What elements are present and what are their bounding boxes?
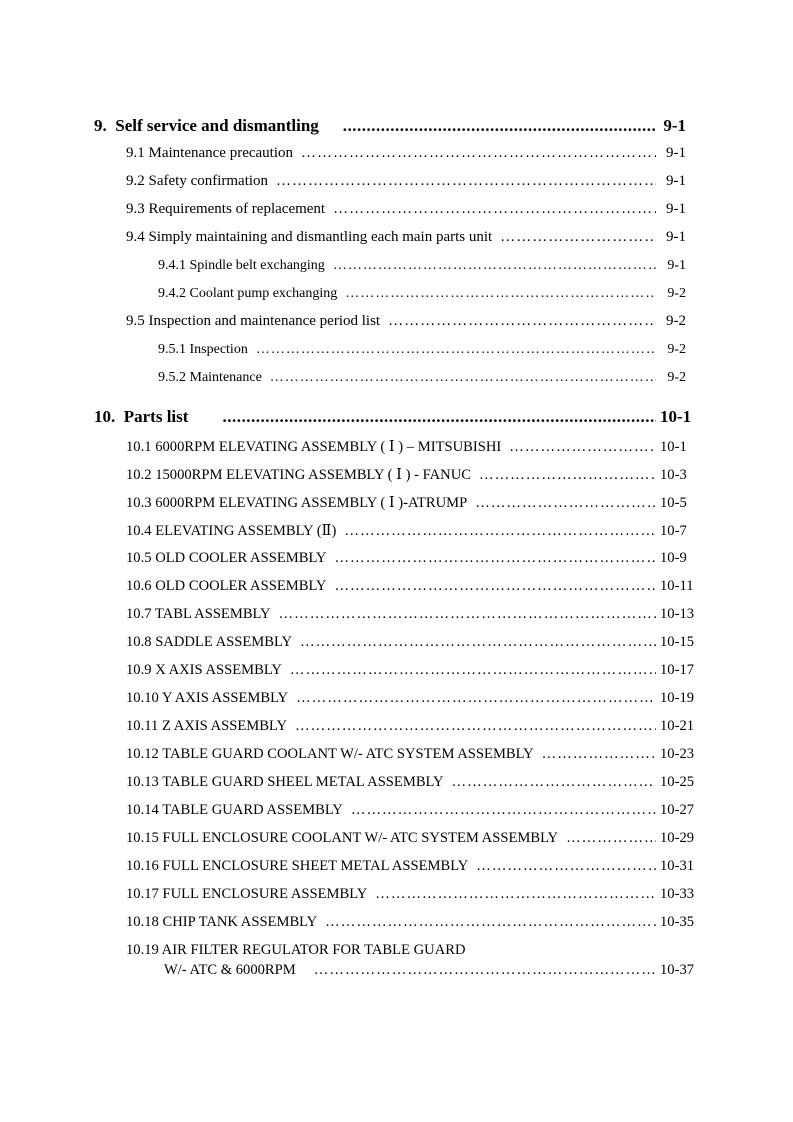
toc-entry[interactable] <box>126 802 695 819</box>
entry-title: 10.17 FULL ENCLOSURE ASSEMBLY <box>126 886 368 902</box>
entry-title: 10.10 Y AXIS ASSEMBLY <box>126 690 289 706</box>
toc-section-9[interactable] <box>94 116 686 136</box>
page-number: 9-1 <box>666 229 686 245</box>
page-number: 10-1 <box>660 407 692 426</box>
toc-entry[interactable] <box>126 914 695 931</box>
entry-title: 10.3 6000RPM ELEVATING ASSEMBLY ( Ⅰ )-ATRUMP <box>126 495 468 511</box>
entry-title: 10.14 TABLE GUARD ASSEMBLY <box>126 802 343 818</box>
entry-title: 10.12 TABLE GUARD COOLANT W/- ATC SYSTEM ASSEMBLY <box>126 746 534 762</box>
dot-leader <box>301 145 656 162</box>
dot-leader <box>222 407 656 427</box>
toc-entry[interactable] <box>126 145 686 162</box>
toc-entry-first-line[interactable]: 10.19 AIR FILTER REGULATOR FOR TABLE GUARD <box>126 942 466 958</box>
entry-title: 9.3 Requirements of replacement <box>126 201 326 217</box>
dot-leader <box>351 802 656 819</box>
entry-title: 9.4.1 Spindle belt exchanging <box>158 258 325 273</box>
page-number: 10-9 <box>660 550 687 566</box>
entry-title: 10.6 OLD COOLER ASSEMBLY <box>126 578 327 594</box>
dot-leader <box>476 858 656 875</box>
page-number: 9-1 <box>666 173 686 189</box>
page-number: 10-17 <box>660 662 695 678</box>
entry-title: 10.1 6000RPM ELEVATING ASSEMBLY ( Ⅰ ) – MITSUBISHI <box>126 439 502 455</box>
page-number: 10-29 <box>660 830 695 846</box>
page-number: 10-3 <box>660 467 687 483</box>
toc-entry[interactable] <box>126 774 695 791</box>
toc-entry[interactable] <box>126 830 695 847</box>
dot-leader <box>256 342 656 358</box>
page-number: 10-1 <box>660 439 687 455</box>
entry-title: 10.2 15000RPM ELEVATING ASSEMBLY ( Ⅰ ) - FANUC <box>126 467 471 483</box>
page-number: 10-7 <box>660 523 687 539</box>
page-number: 9-2 <box>667 286 686 301</box>
dot-leader <box>325 914 656 931</box>
dot-leader <box>388 313 656 330</box>
entry-title: 10.4 ELEVATING ASSEMBLY (Ⅱ) <box>126 523 337 539</box>
dot-leader <box>333 258 656 274</box>
entry-title: 10.7 TABL ASSEMBLY <box>126 606 271 622</box>
toc-entry[interactable] <box>126 634 695 651</box>
entry-title: 10.9 X AXIS ASSEMBLY <box>126 662 282 678</box>
page-number: 9-1 <box>666 201 686 217</box>
dot-leader <box>270 370 656 386</box>
page-number: 9-1 <box>667 258 686 273</box>
toc-entry[interactable] <box>126 201 686 218</box>
dot-leader <box>334 550 656 567</box>
dot-leader <box>344 523 656 540</box>
entry-title: 9.4 Simply maintaining and dismantling each main parts unit <box>126 229 493 245</box>
toc-entry[interactable] <box>126 578 694 595</box>
toc-entry[interactable] <box>126 494 686 512</box>
dot-leader <box>452 774 656 791</box>
toc-entry[interactable] <box>158 258 686 274</box>
page-number: 10-11 <box>660 578 694 594</box>
entry-title: 10.11 Z AXIS ASSEMBLY <box>126 718 287 734</box>
dot-leader <box>479 467 656 484</box>
toc-entry[interactable] <box>158 342 686 358</box>
dot-leader <box>295 718 656 735</box>
page-number: 9-2 <box>667 370 686 385</box>
toc-entry[interactable] <box>126 438 686 456</box>
entry-title: 10.8 SADDLE ASSEMBLY <box>126 634 292 650</box>
page-number: 10-25 <box>660 774 695 790</box>
toc-entry[interactable] <box>126 313 686 330</box>
page-number: 9-1 <box>666 145 686 161</box>
entry-title: 10.13 TABLE GUARD SHEEL METAL ASSEMBLY <box>126 774 444 790</box>
toc-entry[interactable] <box>126 522 686 540</box>
toc-entry[interactable] <box>126 746 695 763</box>
dot-leader <box>375 886 656 903</box>
dot-leader <box>334 578 656 595</box>
page-number: 10-13 <box>660 606 695 622</box>
entry-title: 9.5.1 Inspection <box>158 342 248 357</box>
page-number: 10-19 <box>660 690 695 706</box>
entry-title: 9.5.2 Maintenance <box>158 370 262 385</box>
page-number: 10-5 <box>660 495 687 511</box>
dot-leader <box>475 495 656 512</box>
toc-entry[interactable] <box>158 286 686 302</box>
entry-title: 10.5 OLD COOLER ASSEMBLY <box>126 550 327 566</box>
dot-leader <box>279 606 656 623</box>
toc-entry[interactable] <box>126 550 686 567</box>
page-number: 10-37 <box>660 962 695 978</box>
page-number: 10-15 <box>660 634 695 650</box>
toc-section-10[interactable] <box>94 407 692 427</box>
page-number: 9-2 <box>666 313 686 329</box>
section-title: 9. Self service and dismantling <box>94 116 319 135</box>
entry-title: 10.15 FULL ENCLOSURE COOLANT W/- ATC SYSTEM ASSEMBLY <box>126 830 559 846</box>
page-number: 9-2 <box>667 342 686 357</box>
dot-leader <box>542 746 656 763</box>
dot-leader <box>566 830 656 847</box>
toc-entry[interactable] <box>126 662 695 679</box>
page-number: 9-1 <box>663 116 686 135</box>
entry-title: 9.5 Inspection and maintenance period list <box>126 313 381 329</box>
dot-leader <box>500 229 656 246</box>
entry-title: 10.18 CHIP TANK ASSEMBLY <box>126 914 318 930</box>
dot-leader <box>296 690 656 707</box>
entry-title: 9.2 Safety confirmation <box>126 173 269 189</box>
entry-title: 10.16 FULL ENCLOSURE SHEET METAL ASSEMBLY <box>126 858 469 874</box>
dot-leader <box>290 662 656 679</box>
page-number: 10-33 <box>660 886 695 902</box>
page-number: 10-27 <box>660 802 695 818</box>
dot-leader <box>276 173 656 190</box>
entry-title-continuation: W/- ATC & 6000RPM <box>164 962 296 978</box>
toc-entry[interactable] <box>126 229 686 246</box>
page-number: 10-35 <box>660 914 695 930</box>
entry-title: 9.1 Maintenance precaution <box>126 145 294 161</box>
dot-leader <box>345 286 656 302</box>
dot-leader <box>343 116 656 136</box>
toc-entry[interactable] <box>164 962 695 979</box>
dot-leader <box>300 634 656 651</box>
page-number: 10-21 <box>660 718 695 734</box>
dot-leader <box>509 439 656 456</box>
page-number: 10-23 <box>660 746 695 762</box>
toc-entry[interactable] <box>126 718 695 735</box>
entry-title: 9.4.2 Coolant pump exchanging <box>158 286 338 301</box>
toc-entry[interactable] <box>126 858 695 875</box>
dot-leader <box>333 201 656 218</box>
toc-entry[interactable] <box>158 370 686 386</box>
toc-entry[interactable] <box>126 466 686 484</box>
toc-entry[interactable] <box>126 886 695 903</box>
toc-entry[interactable] <box>126 173 686 190</box>
page-number: 10-31 <box>660 858 695 874</box>
section-title: 10. Parts list <box>94 407 189 426</box>
toc-entry[interactable] <box>126 690 695 707</box>
toc-entry[interactable] <box>126 606 695 623</box>
dot-leader <box>314 962 656 979</box>
